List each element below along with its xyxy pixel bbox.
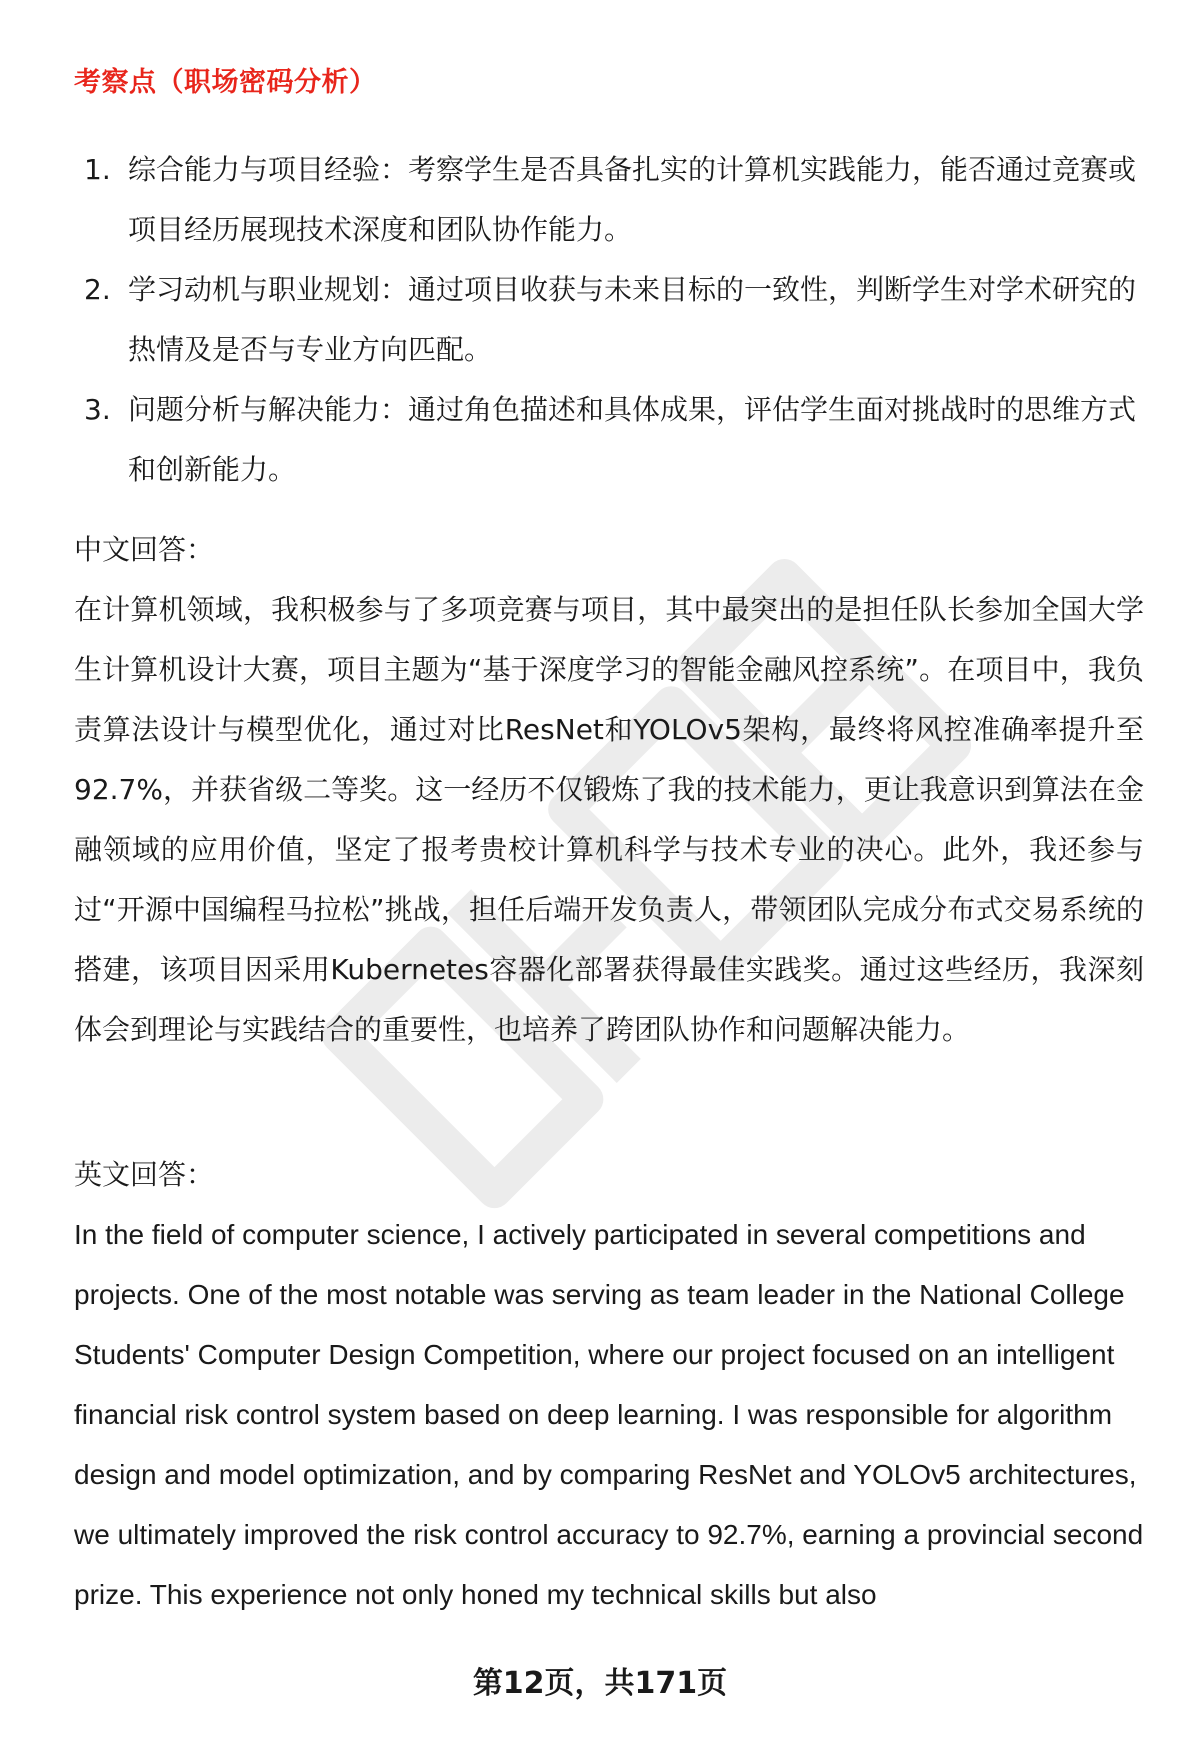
list-item bbox=[74, 260, 1144, 380]
list-item bbox=[74, 140, 1144, 260]
section-title: 考察点（职场密码分析） bbox=[74, 67, 377, 98]
list-item-number: 2. bbox=[84, 273, 111, 306]
list-item-text: 问题分析与解决能力：通过角色描述和具体成果，评估学生面对挑战时的思维方式和创新能力。 bbox=[128, 393, 1137, 486]
english-answer-body: In the field of computer science, I actively participated in several competitions and projects. One of the most notable was serving as team leader in the National College Students' Computer Design Competition, where our project focused on an intelligent financial risk control system based on deep learning. I was responsible for algorithm design and model optimization, and by comparing ResNet and YOLOv5 architectures, we ultimately improved the risk control accuracy to 92.7%, earning a provincial second prize. This experience not only honed my technical skills but also bbox=[74, 1219, 1144, 1610]
english-answer-heading: 英文回答： bbox=[74, 1158, 215, 1191]
chinese-answer-body: 在计算机领域，我积极参与了多项竞赛与项目，其中最突出的是担任队长参加全国大学生计算机设计大赛，项目主题为“基于深度学习的智能金融风控系统”。在项目中，我负责算法设计与模型优化，通过对比ResNet和YOLOv5架构，最终将风控准确率提升至92.7%，并获省级二等奖。这一经历不仅锻炼了我的技术能力，更让我意识到算法在金融领域的应用价值，坚定了报考贵校计算机科学与技术专业的决心。此外，我还参与过“开源中国编程马拉松”挑战，担任后端开发负责人，带领团队完成分布式交易系统的搭建，该项目因采用Kubernetes容器化部署获得最佳实践奖。通过这些经历，我深刻体会到理论与实践结合的重要性，也培养了跨团队协作和问题解决能力。 bbox=[74, 593, 1144, 1046]
list-item-number: 3. bbox=[84, 393, 111, 426]
chinese-answer-heading: 中文回答： bbox=[74, 533, 215, 566]
assessment-points-list bbox=[74, 140, 1144, 500]
list-item-number: 1. bbox=[84, 153, 111, 186]
list-item bbox=[74, 380, 1144, 500]
page-footer: 第12页，共171页 bbox=[472, 1666, 728, 1701]
list-item-text: 综合能力与项目经验：考察学生是否具备扎实的计算机实践能力，能否通过竞赛或项目经历展现技术深度和团队协作能力。 bbox=[128, 153, 1137, 246]
list-item-text: 学习动机与职业规划：通过项目收获与未来目标的一致性，判断学生对学术研究的热情及是否与专业方向匹配。 bbox=[128, 273, 1137, 366]
